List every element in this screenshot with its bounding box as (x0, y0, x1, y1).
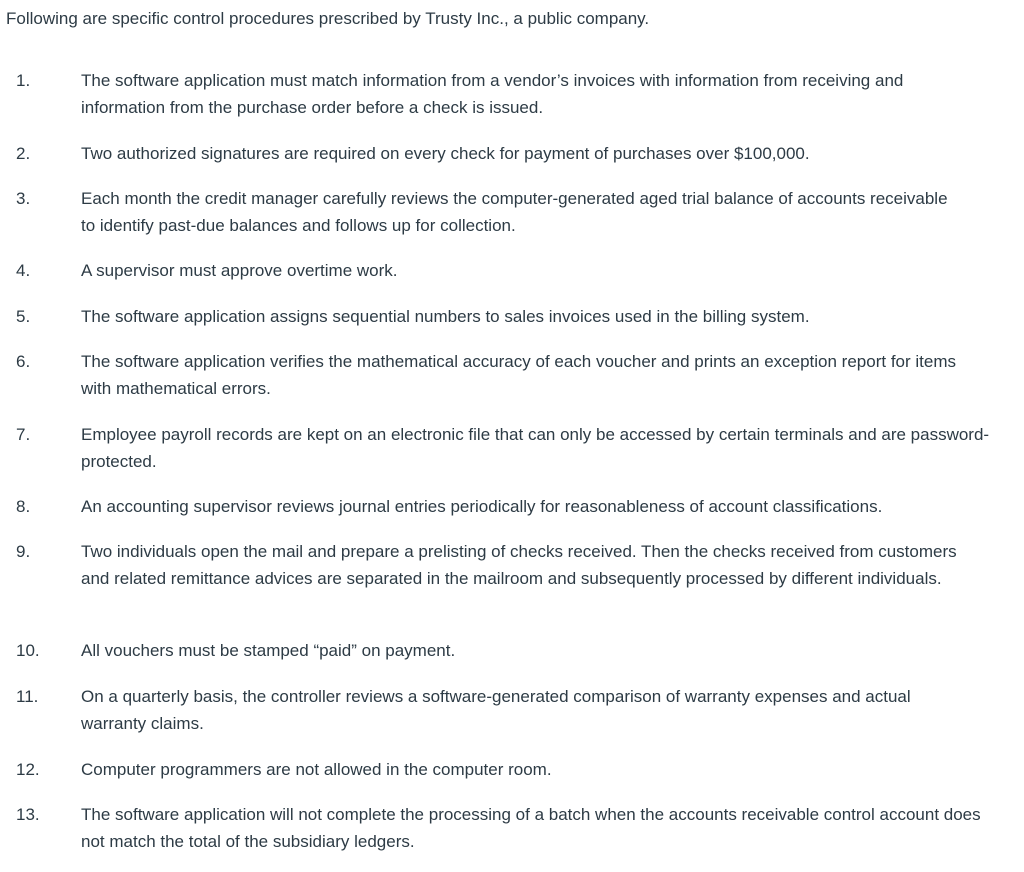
item-number: 2. (16, 144, 31, 163)
item-number: 10. (16, 641, 40, 660)
item-text: Two individuals open the mail and prepare a prelisting of checks received. Then the checks received from customers and related remittance advices are separated in the mailroom and subsequently processed by different individuals. (81, 542, 957, 588)
item-number: 11. (16, 687, 39, 706)
item-number: 3. (16, 189, 31, 208)
item-text: Employee payroll records are kept on an electronic file that can only be accessed by certain terminals and are password-protected. (81, 425, 990, 471)
item-text: All vouchers must be stamped “paid” on payment. (81, 641, 456, 660)
item-number: 1. (16, 71, 31, 90)
item-number: 7. (16, 425, 31, 444)
item-number: 6. (16, 352, 31, 371)
item-number: 4. (16, 261, 31, 280)
item-number: 9. (16, 542, 31, 561)
item-text: Two authorized signatures are required on every check for payment of purchases over $100,000. (81, 144, 810, 163)
item-number: 8. (16, 497, 31, 516)
item-text: A supervisor must approve overtime work. (81, 261, 398, 280)
item-text: On a quarterly basis, the controller reviews a software-generated comparison of warranty expenses and actual warranty claims. (81, 687, 911, 733)
item-text: The software application must match information from a vendor’s invoices with information from receiving and information from the purchase order before a check is issued. (81, 71, 904, 117)
item-text: Computer programmers are not allowed in the computer room. (81, 760, 552, 779)
intro-text: Following are specific control procedures prescribed by Trusty Inc., a public company. (6, 9, 650, 28)
item-text: An accounting supervisor reviews journal entries periodically for reasonableness of account classifications. (81, 497, 883, 516)
item-text: The software application assigns sequential numbers to sales invoices used in the billing system. (81, 307, 810, 326)
item-text: The software application verifies the mathematical accuracy of each voucher and prints an exception report for items with mathematical errors. (81, 352, 956, 398)
item-number: 12. (16, 760, 40, 779)
item-text: The software application will not complete the processing of a batch when the accounts receivable control account does not match the total of the subsidiary ledgers. (81, 805, 981, 851)
item-number: 13. (16, 805, 40, 824)
item-number: 5. (16, 307, 31, 326)
item-text: Each month the credit manager carefully reviews the computer-generated aged trial balance of accounts receivable to identify past-due balances and follows up for collection. (81, 189, 948, 235)
